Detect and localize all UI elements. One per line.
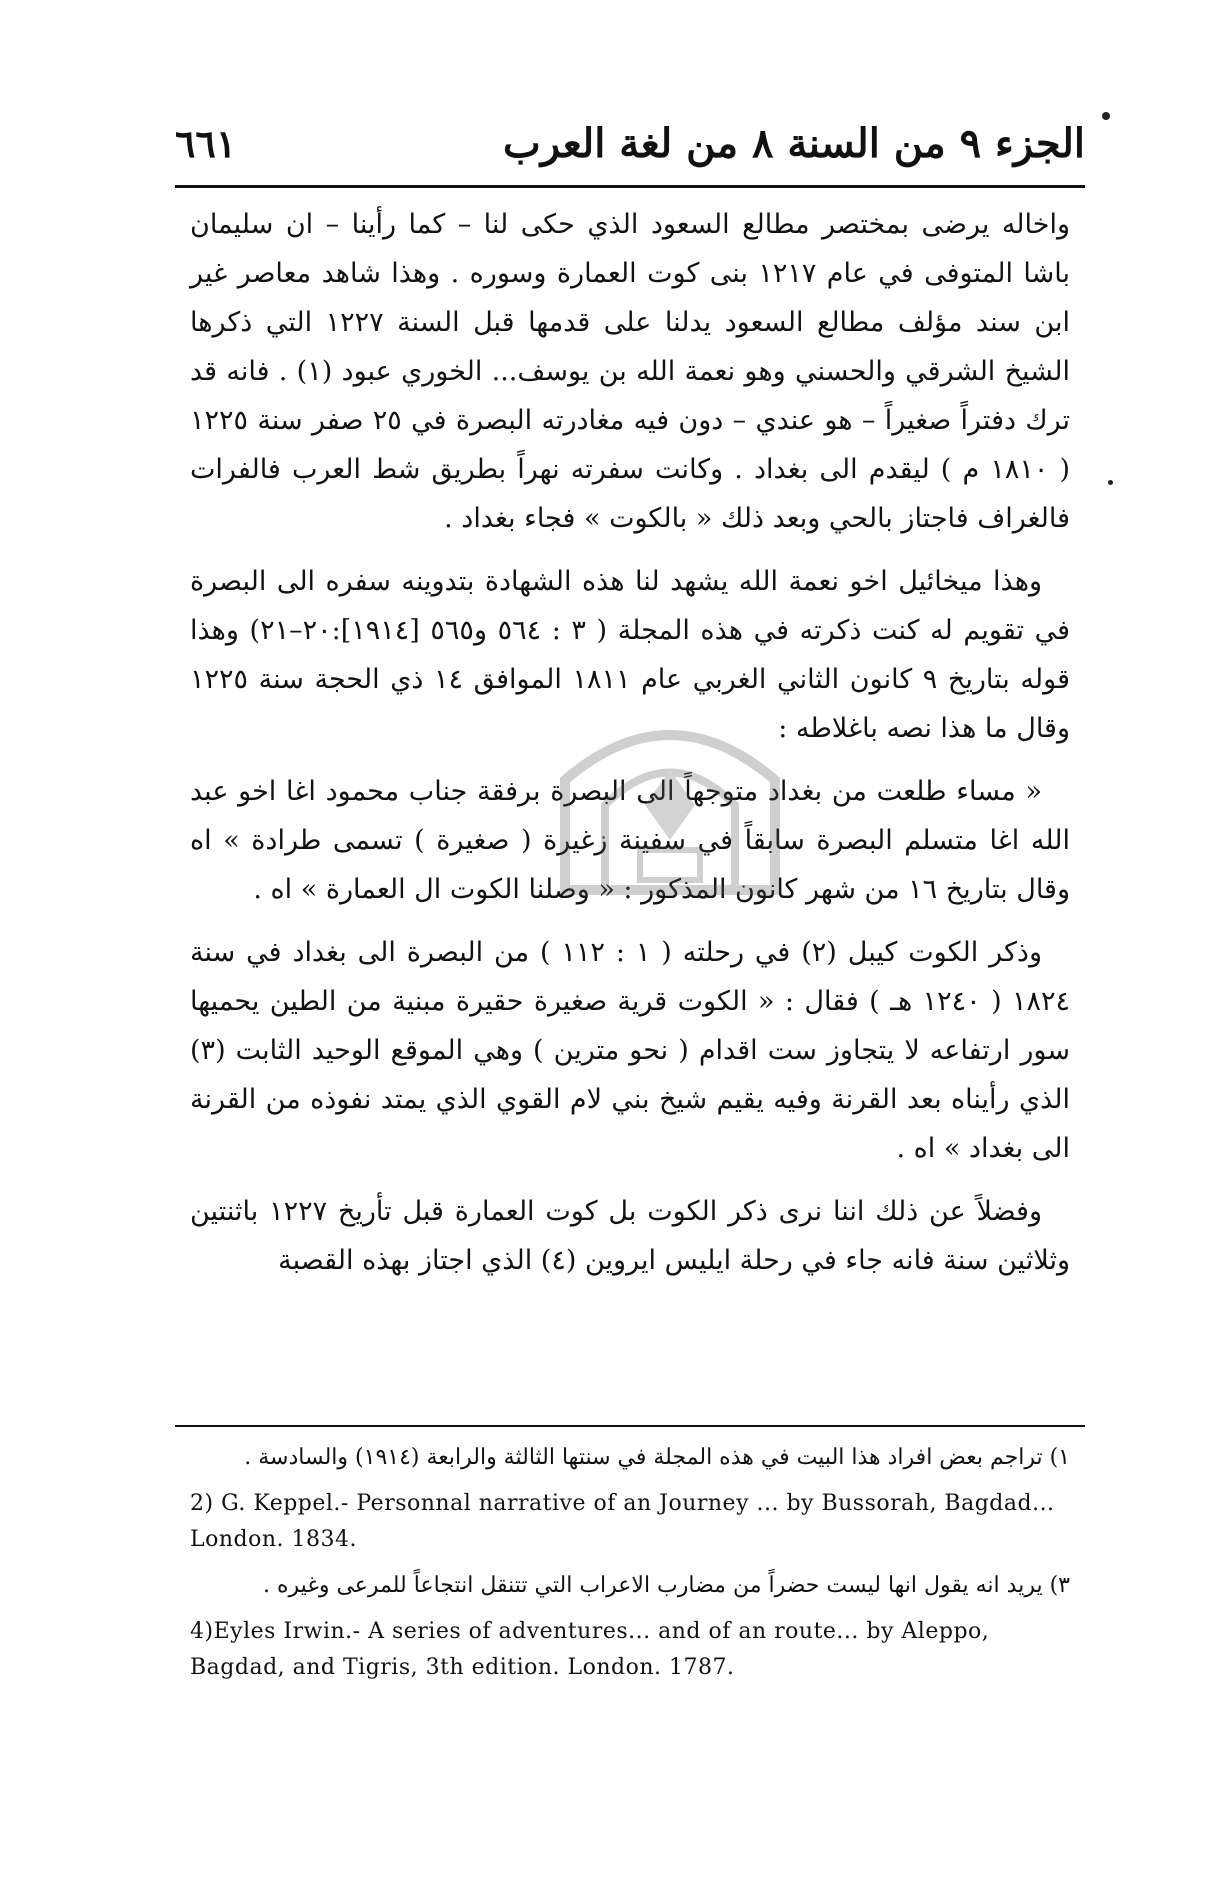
page-header [175, 108, 1085, 178]
page-number: ٦٦١ [175, 120, 237, 166]
paragraph: وفضلاً عن ذلك اننا نرى ذكر الكوت بل كوت العمارة قبل تأريخ ١٢٢٧ باثنتين وثلاثين سنة فانه جاء في رحلة ايليس ايروين (٤) الذي اجتاز بهذه القصبة [190, 1196, 1070, 1276]
footnote-3: ٣) يريد انه يقول انها ليست حضراً من مضارب الاعراب التي تتنقل انتجاعاً للمرعى وغيره . [263, 1573, 1070, 1598]
library-seal-watermark [545, 700, 795, 900]
footnote-2: 2) G. Keppel.- Personnal narrative of an Journey ... by Bussorah, Bagdad... London. 1834. [190, 1491, 1055, 1552]
footnote-1: ١) تراجم بعض افراد هذا البيت في هذه المجلة في سنتها الثالثة والرابعة (١٩١٤) والسادسة . [244, 1445, 1070, 1470]
paragraph: وهذا ميخائيل اخو نعمة الله يشهد لنا هذه الشهادة بتدوينه سفره الى البصرة في تقويم له كنت ذكرته في هذه المجلة ( ٣ : ٥٦٤ و٥٦٥ [١٩١٤]:٢٠–٢١) وهذا قوله بتاريخ ٩ كانون الثاني الغربي عام ١٨١١ الموافق ١٤ ذي الحجة سنة ١٢٢٥ وقال ما هذا نصه باغلاطه : [190, 566, 1071, 744]
quotation-paragraph: « مساء طلعت من بغداد متوجهاً الى البصرة برفقة جناب محمود اغا اخو عبد الله اغا متسلم البصرة سابقاً في سفينة زغيرة ( صغيرة ) تسمى طرادة » اه وقال بتاريخ ١٦ من شهر كانون المذكور : « وصلنا الكوت ال العمارة » اه . [190, 776, 1070, 905]
margin-dot [1108, 480, 1113, 485]
paragraph: وذكر الكوت كيبل (٢) في رحلته ( ١ : ١١٢ ) من البصرة الى بغداد في سنة ١٨٢٤ ( ١٢٤٠ هـ ) فقال : « الكوت قرية صغيرة حقيرة مبنية من الطين يحميها سور ارتفاعه لا يتجاوز ست اقدام ( نحو مترين ) وهي الموقع الوحيد الثابت (٣) الذي رأيناه بعد القرنة وفيه يقيم شيخ بني لام القوي الذي يمتد نفوذه من القرنة الى بغداد » اه . [190, 937, 1071, 1164]
header-rule [175, 185, 1085, 188]
margin-dot [1102, 112, 1110, 120]
footnote-4: 4)Eyles Irwin.- A series of adventures... and of an route... by Aleppo, Bagdad, and Tigris, 3th edition. London. 1787. [190, 1619, 990, 1680]
footnote-rule [175, 1425, 1085, 1427]
running-title: الجزء ٩ من السنة ٨ من لغة العرب [503, 119, 1085, 167]
paragraph: واخاله يرضى بمختصر مطالع السعود الذي حكى لنا – كما رأينا – ان سليمان باشا المتوفى في عام ١٢١٧ بنى كوت العمارة وسوره . وهذا شاهد معاصر غير ابن سند مؤلف مطالع السعود يدلنا على قدمها قبل السنة ١٢٢٧ التي ذكرها الشيخ الشرقي والحسني وهو نعمة الله بن يوسف... الخوري عبود (١) . فانه قد ترك دفتراً صغيراً – هو عندي – دون فيه مغادرته البصرة في ٢٥ صفر سنة ١٢٢٥ ( ١٨١٠ م ) ليقدم الى بغداد . وكانت سفرته نهراً بطريق شط العرب فالفرات فالغراف فاجتاز بالحي وبعد ذلك « بالكوت » فجاء بغداد . [190, 209, 1070, 534]
footnotes [190, 1440, 1070, 1696]
